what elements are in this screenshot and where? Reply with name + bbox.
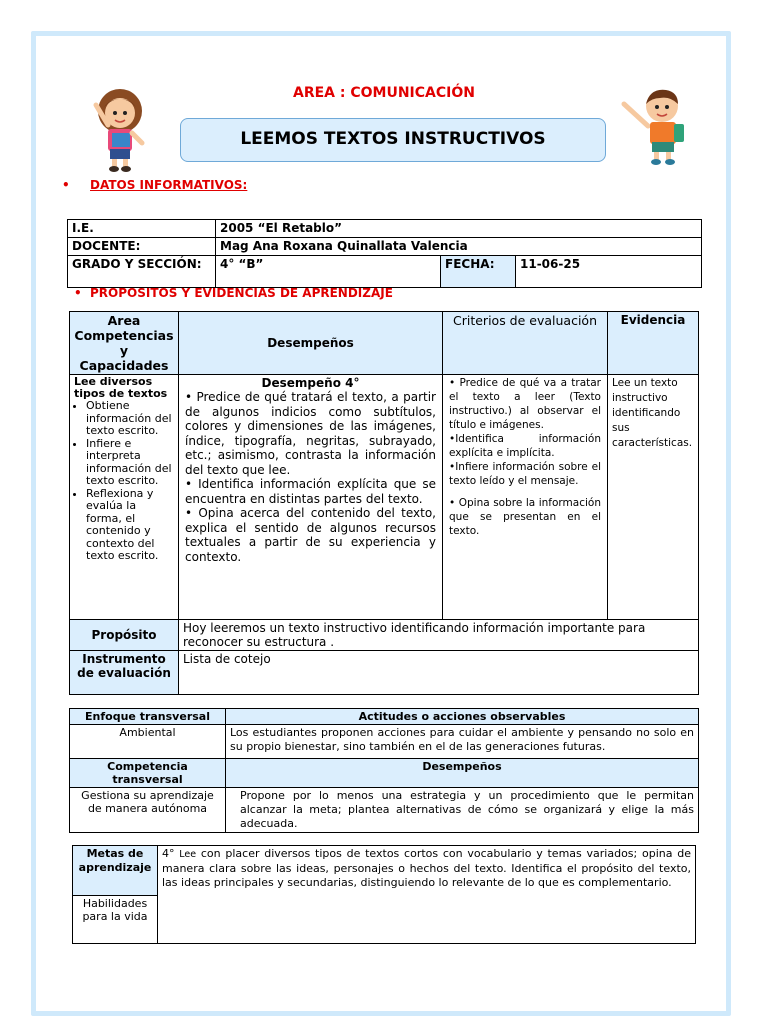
proposito-label: Propósito <box>70 620 179 651</box>
competencia-value: Gestiona su aprendizaje de manera autónoma <box>70 788 226 833</box>
metas-prefix: 4° <box>162 847 175 860</box>
col-desempenos-transversal: Desempeños <box>226 759 699 788</box>
propositos-table <box>69 311 699 695</box>
criterio-item: •Infiere información sobre el texto leído y el mensaje. <box>449 461 601 487</box>
desempenos-transversal-value: Propone por lo menos una estrategia y un procedimiento que le permitan alcanzar la meta; plantea alternativas de cómo se organizará y elige la más adecuada. <box>226 788 699 833</box>
desempeno-item: • Predice de qué tratará el texto, a partir de algunos indicios como subtítulos, colores y dimensiones de las imágenes, índice, tipografía, negritas, subrayado, etc.; asimismo, contrasta la información del texto que lee. <box>185 390 436 477</box>
grado-value: 4° “B” <box>216 256 441 288</box>
grado-label: GRADO Y SECCIÓN: <box>68 256 216 288</box>
area-title: AREA : COMUNICACIÓN <box>293 85 475 101</box>
capacidad-item: • Obtiene información del texto escrito. <box>86 400 174 438</box>
instrumento-label: Instrumento de evaluación <box>70 651 179 695</box>
metas-table <box>72 845 696 944</box>
competencia-cell <box>70 375 179 620</box>
metas-value <box>158 846 696 944</box>
propositos-heading: • PROPOSITOS Y EVIDENCIAS DE APRENDIZAJE <box>74 286 393 300</box>
capacidad-item: • Infiere e interpreta información del texto escrito. <box>86 438 174 488</box>
col-actitudes: Actitudes o acciones observables <box>226 709 699 725</box>
col-evidencia: Evidencia <box>608 312 699 375</box>
desempenos-cell <box>179 375 443 620</box>
bullet-icon: • <box>74 286 82 300</box>
metas-lee: Lee <box>179 849 197 860</box>
docente-label: DOCENTE: <box>68 238 216 256</box>
criterio-item: • Opina sobre la información que se presentan en el texto. <box>449 497 601 537</box>
criterio-item: •Identifica información explícita e implícita. <box>449 433 601 459</box>
desempeno-title: Desempeño 4° <box>261 376 360 390</box>
docente-value: Mag Ana Roxana Quinallata Valencia <box>216 238 702 256</box>
actitudes-value: Los estudiantes proponen acciones para cuidar el ambiente y pensando no solo en su propio bienestar, sino también en el de las generaciones futuras. <box>226 725 699 759</box>
metas-label: Metas de aprendizaje <box>73 846 158 896</box>
evidencia-cell: Lee un texto instructivo identificando sus características. <box>608 375 699 620</box>
desempeno-item: • Opina acerca del contenido del texto, explica el sentido de algunos recursos textuales a partir de su experiencia y contexto. <box>185 506 436 564</box>
criterios-cell <box>443 375 608 620</box>
col-enfoque: Enfoque transversal <box>70 709 226 725</box>
desempeno-item: • Identifica información explícita que se encuentra en distintas partes del texto. <box>185 477 436 506</box>
datos-heading: • DATOS INFORMATIVOS: <box>62 178 248 192</box>
enfoque-value: Ambiental <box>70 725 226 759</box>
proposito-value: Hoy leeremos un texto instructivo identificando información importante para reconocer su estructura . <box>179 620 699 651</box>
criterio-item: • Predice de qué va a tratar el texto a leer (Texto instructivo.) al observar el título e imágenes. <box>449 377 601 431</box>
fecha-label: FECHA: <box>441 256 516 288</box>
enfoque-table <box>69 708 699 833</box>
fecha-value: 11-06-25 <box>516 256 702 288</box>
habilidades-label: Habilidades para la vida <box>73 896 158 944</box>
col-competencia: Competencia transversal <box>70 759 226 788</box>
col-criterios: Criterios de evaluación <box>443 312 608 375</box>
competencia-title: Lee diversos tipos de textos <box>74 375 168 400</box>
col-desempenos: Desempeños <box>179 312 443 375</box>
ie-label: I.E. <box>68 220 216 238</box>
bullet-icon: • <box>62 178 70 192</box>
capacidades-list <box>74 400 174 563</box>
ie-value: 2005 “El Retablo” <box>216 220 702 238</box>
capacidad-item: • Reflexiona y evalúa la forma, el contenido y contexto del texto escrito. <box>86 488 174 563</box>
instrumento-value: Lista de cotejo <box>179 651 699 695</box>
metas-text: con placer diversos tipos de textos cortos con vocabulario y temas variados; opina de manera clara sobre las ideas, personajes o hechos del texto. Identifica el propósito del texto, las ideas principales y secundarias, distinguiendo lo relevante de lo que es complementario. <box>162 847 691 889</box>
col-area: Area Competencias y Capacidades <box>70 312 179 375</box>
page-title: LEEMOS TEXTOS INSTRUCTIVOS <box>180 118 606 162</box>
datos-table <box>67 219 702 288</box>
